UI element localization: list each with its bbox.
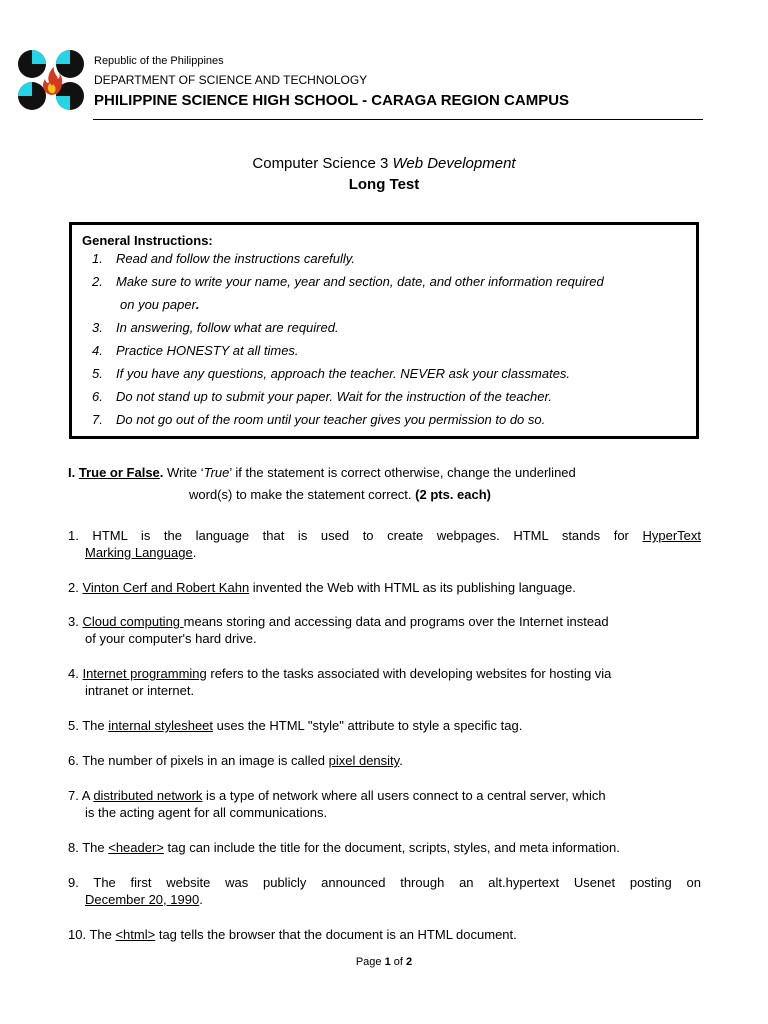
test-title: Long Test: [348, 176, 420, 193]
instruction-item: 1. Read and follow the instructions carefully.: [92, 251, 355, 266]
header-republic: Republic of the Philippines: [94, 55, 224, 67]
question-item: 5. The internal stylesheet uses the HTML "style" attribute to style a specific tag.: [68, 718, 523, 733]
instruction-item: 2. Make sure to write your name, year and section, date, and other information required: [92, 274, 604, 289]
page-number: Page 1 of 2: [355, 956, 413, 968]
instruction-item: 6. Do not stand up to submit your paper. Wait for the instruction of the teacher.: [92, 389, 552, 404]
question-item: 4. Internet programming refers to the tasks associated with developing websites for hosting via intranet or internet.: [68, 666, 612, 698]
general-instructions-box: [69, 222, 699, 439]
header-school-name: PHILIPPINE SCIENCE HIGH SCHOOL - CARAGA REGION CAMPUS: [94, 92, 570, 109]
question-item: 2. Vinton Cerf and Robert Kahn invented the Web with HTML as its publishing language.: [68, 580, 576, 595]
question-item: 7. A distributed network is a type of network where all users connect to a central server, which is the acting agent for all communications.: [68, 788, 606, 820]
instructions-heading: General Instructions:: [82, 233, 213, 248]
question-item: 6. The number of pixels in an image is called pixel density.: [68, 753, 403, 768]
course-title: [0, 155, 768, 172]
school-header: [94, 54, 569, 110]
instruction-item-continued: on you paper .: [120, 297, 200, 312]
instruction-item: 3. In answering, follow what are required.: [92, 320, 339, 335]
question-item: 10. The <html> tag tells the browser that the document is an HTML document.: [68, 927, 517, 942]
instruction-item: 4. Practice HONESTY at all times.: [92, 343, 299, 358]
instructions-list: [92, 247, 692, 431]
header-department: DEPARTMENT OF SCIENCE AND TECHNOLOGY: [94, 73, 368, 87]
question-item: 3. Cloud computing means storing and accessing data and programs over the Internet instead of your computer's hard drive.: [68, 614, 609, 646]
instruction-item: 5. If you have any questions, approach the teacher. NEVER ask your classmates.: [92, 366, 571, 381]
school-logo: [16, 49, 86, 111]
instruction-item: 7. Do not go out of the room until your teacher gives you permission to do so.: [92, 412, 546, 427]
section-true-or-false: [68, 465, 708, 502]
header-divider: [93, 119, 703, 120]
question-item: 1. HTML is the language that is used to create webpages. HTML stands for HyperText Marking Language.: [68, 528, 701, 560]
question-item: 9. The first website was publicly announced through an alt.hypertext Usenet posting on December 20, 1990.: [68, 875, 701, 907]
course-subject: Web Development: [392, 155, 516, 172]
section-heading-line2: word(s) to make the statement correct. (2 pts. each): [189, 487, 492, 502]
section-heading: I. True or False. Write ‘True’ if the statement is correct otherwise, change the underlined: [68, 465, 576, 480]
course-name: Computer Science 3: [252, 155, 389, 172]
question-item: 8. The <header> tag can include the title for the document, scripts, styles, and meta information.: [68, 840, 620, 855]
